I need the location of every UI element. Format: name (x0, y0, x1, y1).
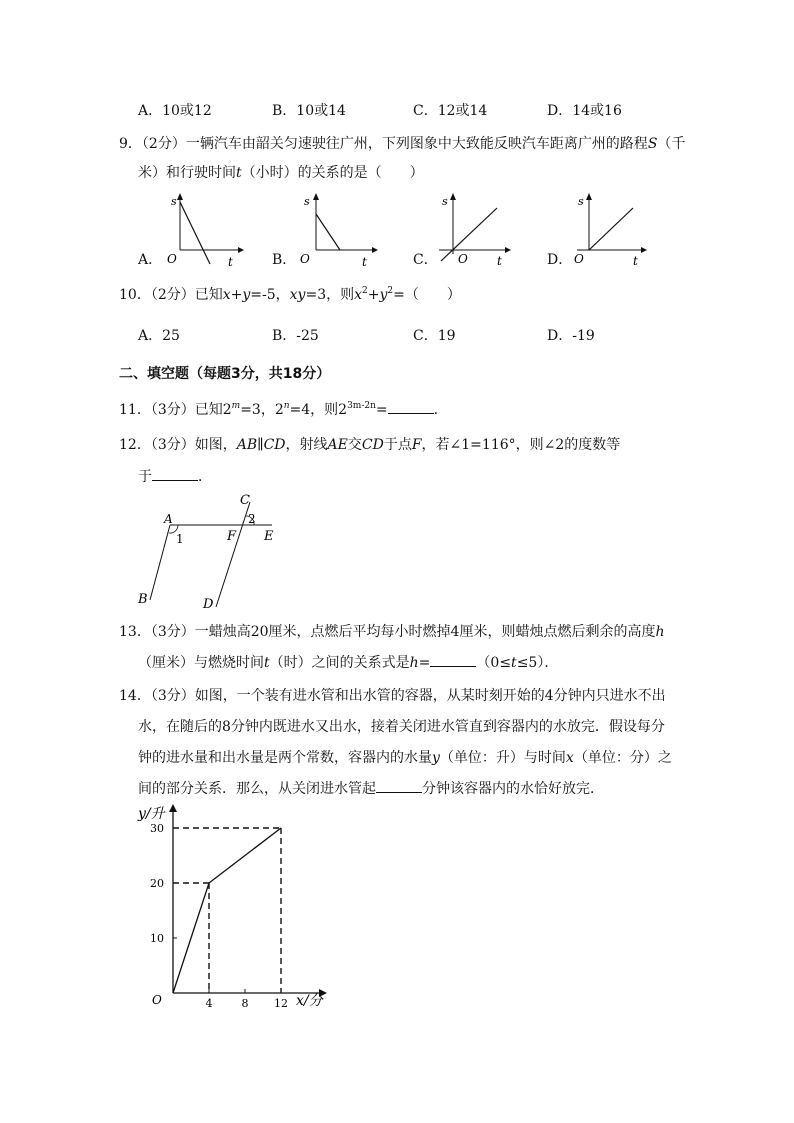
series-line-segment (173, 883, 209, 993)
chart-origin-label: O (152, 993, 162, 1007)
q10-option-b: B．-25 (272, 328, 319, 344)
label-e: E (264, 529, 274, 544)
y-axis-label: y/升 (138, 806, 165, 822)
q13-line1: 13．（3分）一蜡烛高20厘米，点燃后平均每小时燃掉4厘米，则蜡烛点燃后剩余的高度h (119, 624, 665, 640)
q9-option-d-letter: D． (547, 252, 573, 268)
q8-option-d: D．14或16 (547, 103, 622, 119)
q13-answer-blank (430, 653, 476, 667)
q14-line1: 14．（3分）如图，一个装有进水管和出水管的容器，从某时刻开始的4分钟内只进水不出 (119, 688, 666, 704)
q9-line1: 9．（2分）一辆汽车由韶关匀速驶往广州，下列图象中大致能反映汽车距离广州的路程S（千 (119, 136, 686, 152)
q10-option-d: D．-19 (547, 328, 595, 344)
graph-s-label: s (171, 195, 177, 208)
y-tick-label: 30 (150, 822, 164, 835)
q11-answer-blank (388, 400, 434, 414)
label-angle-2: 2 (248, 512, 256, 526)
x-tick-label: 4 (205, 997, 213, 1010)
y-tick-label: 10 (150, 932, 164, 945)
section-heading: 二、填空题（每题3分，共18分） (119, 366, 331, 382)
q12-answer-blank (152, 467, 198, 481)
q12-line2: 于 ． (138, 469, 212, 485)
graph-t-label: t (633, 254, 638, 268)
graph-s-label: s (578, 195, 584, 208)
q10-option-c: C．19 (413, 328, 456, 344)
label-f: F (227, 529, 237, 544)
q14-line4: 间的部分关系．那么，从关闭进水管起 分钟该容器内的水恰好放完． (138, 781, 604, 797)
y-tick-label: 20 (150, 877, 164, 890)
x-tick-label: 12 (274, 997, 288, 1010)
q13-line2: （厘米）与燃烧时间t（时）之间的关系式是h= （0≤t≤5）． (138, 655, 559, 671)
graph-origin-label: O (300, 252, 310, 266)
q9-option-a-letter: A． (138, 252, 163, 268)
graph-t-label: t (497, 254, 502, 268)
q9-option-b-letter: B． (272, 252, 297, 268)
label-a: A (164, 512, 173, 526)
q14-line2: 水，在随后的8分钟内既进水又出水，接着关闭进水管直到容器内的水放完．假设每分 (138, 719, 665, 735)
graph-origin-label: O (574, 252, 584, 266)
q14-answer-blank (376, 779, 422, 793)
series-line-segment (209, 828, 281, 883)
q10-option-a: A．25 (138, 328, 180, 344)
q11-question: 11．（3分）已知$2^m=3$，$2^n=4$，则$2^{3m-2n}=$ ． (119, 401, 448, 418)
graph-s-label: s (442, 195, 448, 208)
y-axis-arrow (169, 804, 177, 812)
graph-t-label: t (362, 255, 367, 269)
q9-option-c-letter: C． (413, 252, 438, 268)
label-d: D (203, 597, 214, 612)
q14-line3: 钟的进水量和出水量是两个常数，容器内的水量y（单位：升）与时间x（单位：分）之 (138, 750, 672, 766)
q12-line1: 12．（3分）如图，AB∥CD，射线AE交CD于点F，若∠1=116°，则∠2的度数等 (119, 437, 621, 453)
x-tick-label: 8 (241, 997, 249, 1010)
q14-chart (130, 805, 370, 1015)
q9-line2: 米）和行驶时间t（小时）的关系的是（ ） (138, 165, 424, 181)
x-axis-label: x/分 (296, 993, 323, 1009)
q8-option-b: B．10或14 (272, 103, 346, 119)
label-b: B (138, 592, 148, 607)
q8-option-a: A．10或12 (138, 103, 212, 119)
graph-t-label: t (228, 255, 233, 269)
graph-s-label: s (304, 195, 310, 208)
label-angle-1: 1 (176, 532, 184, 546)
q8-option-c: C．12或14 (413, 103, 488, 119)
graph-origin-label: O (458, 252, 468, 266)
label-c: C (240, 493, 250, 508)
q12-figure (130, 492, 290, 612)
graph-origin-label: O (167, 252, 177, 266)
q10-question: 10．（2分）已知x+y=-5，xy=3，则$x^2+y^2=$（ ） (119, 286, 461, 303)
